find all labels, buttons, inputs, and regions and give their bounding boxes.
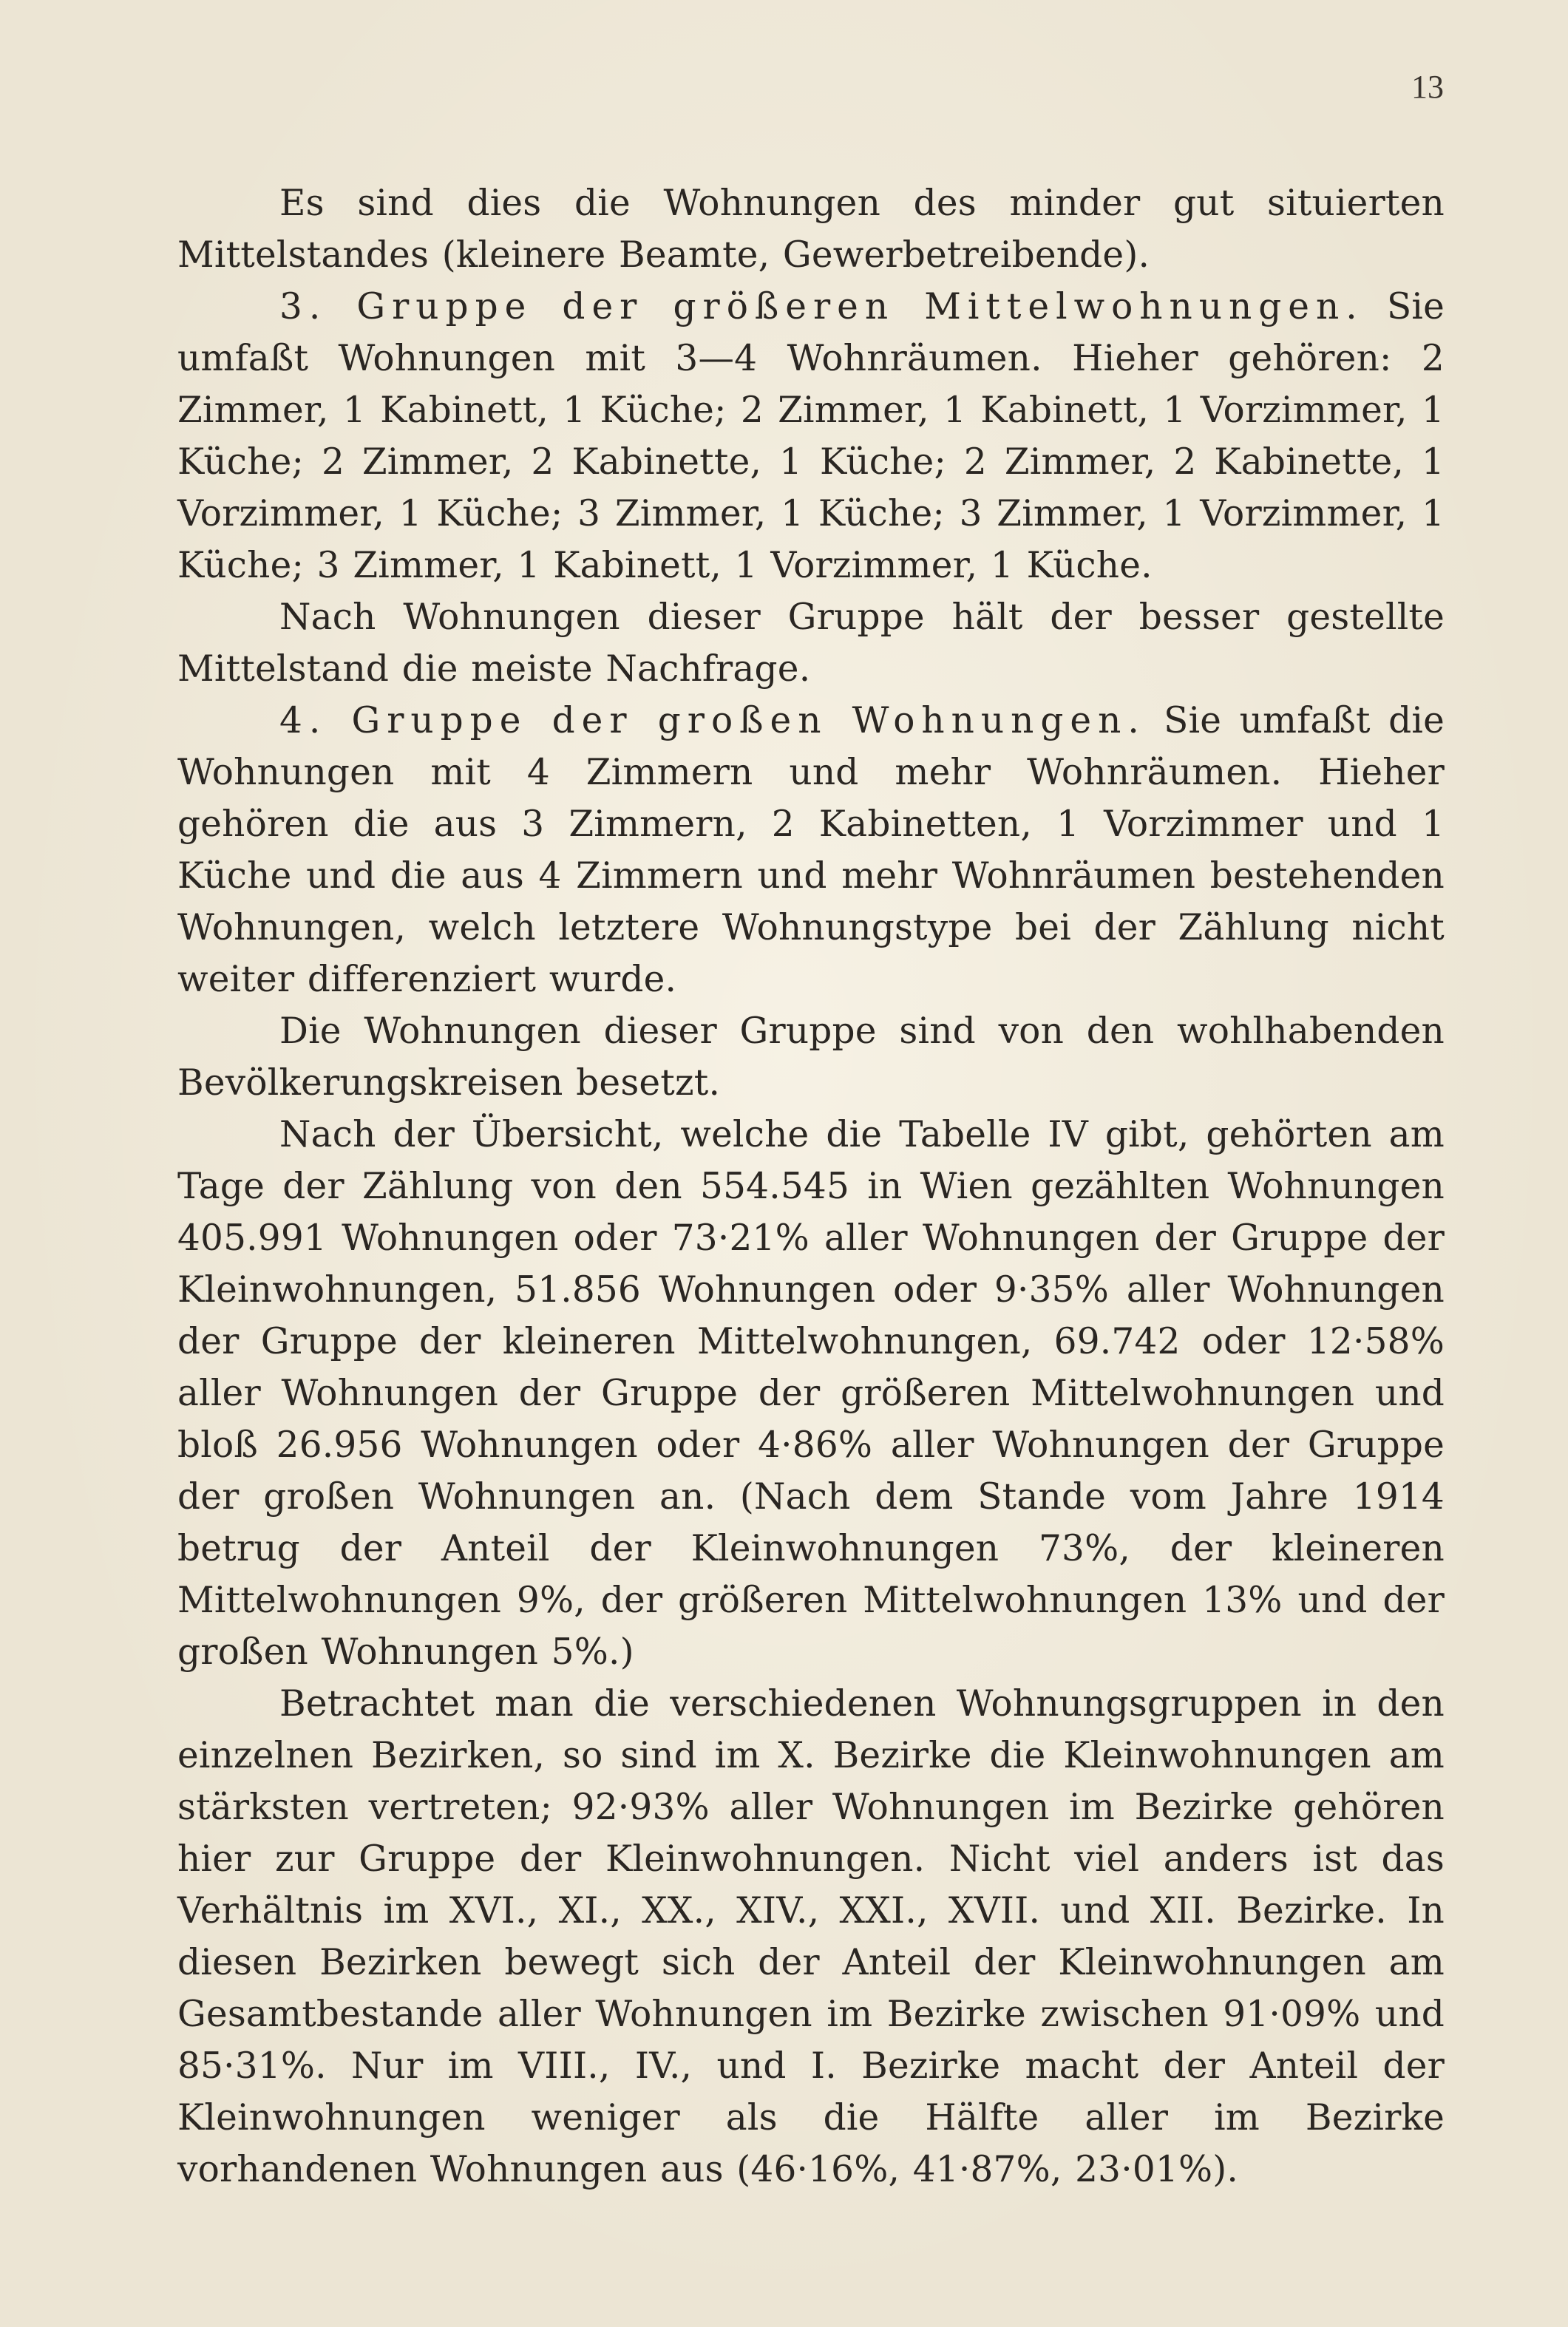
paragraph-4-group-4	[177, 695, 1445, 1005]
paragraph-text: Nach Wohnungen dieser Gruppe hält der besser gestellte Mittelstand die meiste Nachfrage.	[177, 597, 1445, 690]
paragraph-1	[177, 177, 1445, 281]
paragraph-5	[177, 1005, 1445, 1109]
paragraph-text: Nach der Übersicht, welche die Tabelle IV gibt, gehörten am Tage der Zählung von den 554.545 in Wien gezählten Wohnungen 405.991 Wohnungen oder 73·21% aller Wohnungen der Gruppe der Kleinwohnungen, 51.856 Wohnungen oder 9·35% aller Wohnungen der Gruppe der kleineren Mittelwohnungen, 69.742 oder 12·58% aller Wohnungen der Gruppe der größeren Mittelwohnungen und bloß 26.956 Wohnungen oder 4·86% aller Wohnungen der Gruppe der großen Wohnungen an. (Nach dem Stande vom Jahre 1914 betrug der Anteil der Kleinwohnungen 73%, der kleineren Mittelwohnungen 9%, der größeren Mittelwohnungen 13% und der großen Wohnungen 5%.)	[177, 1114, 1445, 1673]
paragraph-text: Die Wohnungen dieser Gruppe sind von den wohlhabenden Bevölkerungskreisen besetzt.	[177, 1010, 1445, 1104]
paragraph-3	[177, 591, 1445, 695]
paragraph-text: Betrachtet man die verschiedenen Wohnungsgruppen in den einzelnen Bezirken, so sind im X. Bezirke die Kleinwohnungen am stärksten vertreten; 92·93% aller Wohnungen im Bezirke gehören hier zur Gruppe der Kleinwohnungen. Nicht viel anders ist das Verhältnis im XVI., XI., XX., XIV., XXI., XVII. und XII. Bezirke. In diesen Bezirken bewegt sich der Anteil der Kleinwohnungen am Gesamtbestande aller Wohnungen im Bezirke zwischen 91·09% und 85·31%. Nur im VIII., IV., und I. Bezirke macht der Anteil der Kleinwohnungen weniger als die Hälfte aller im Bezirke vorhandenen Wohnungen aus (46·16%, 41·87%, 23·01%).	[177, 1683, 1445, 2190]
paragraph-6	[177, 1109, 1445, 1678]
section-heading-group-3: 3. Gruppe der größeren Mittelwohnungen.	[279, 286, 1364, 327]
page-number: 13	[1411, 69, 1444, 105]
paragraph-text: Es sind dies die Wohnungen des minder gut situierten Mittelstandes (kleinere Beamte, Gewerbetreibende).	[177, 183, 1445, 276]
paragraph-text: Sie umfaßt Wohnungen mit 3—4 Wohnräumen. Hieher gehören: 2 Zimmer, 1 Kabinett, 1 Küche; 2 Zimmer, 1 Kabinett, 1 Vorzimmer, 1 Küche; 2 Zimmer, 2 Kabinette, 1 Küche; 2 Zimmer, 2 Kabinette, 1 Vorzimmer, 1 Küche; 3 Zimmer, 1 Küche; 3 Zimmer, 1 Vorzimmer, 1 Küche; 3 Zimmer, 1 Kabinett, 1 Vorzimmer, 1 Küche.	[177, 286, 1445, 586]
body-text	[177, 177, 1445, 2195]
section-heading-group-4: 4. Gruppe der großen Wohnungen.	[279, 700, 1146, 741]
paragraph-7	[177, 1678, 1445, 2195]
paragraph-text: Sie umfaßt die Wohnungen mit 4 Zimmern und mehr Wohnräumen. Hieher gehören die aus 3 Zimmern, 2 Kabinetten, 1 Vorzimmer und 1 Küche und die aus 4 Zimmern und mehr Wohnräumen bestehenden Wohnungen, welch letztere Wohnungstype bei der Zählung nicht weiter differenziert wurde.	[177, 700, 1445, 1000]
paragraph-2-group-3	[177, 281, 1445, 591]
